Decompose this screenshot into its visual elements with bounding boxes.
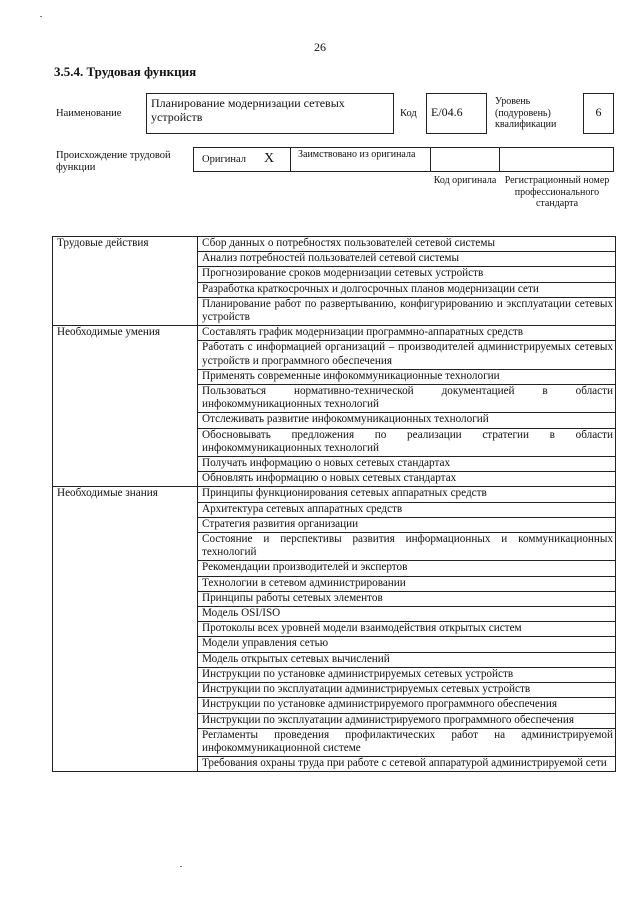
table-cell: Стратегия развития организации xyxy=(198,517,616,532)
page-number: 26 xyxy=(314,40,326,54)
table-cell: Пользоваться нормативно-технической документацией в области инфокоммуникационных технологий xyxy=(198,385,616,413)
code-label: Код xyxy=(400,108,417,119)
section-title: 3.5.4. Трудовая функция xyxy=(54,64,197,79)
reg-number-cell xyxy=(499,147,614,172)
table-cell: Протоколы всех уровней модели взаимодействия открытых систем xyxy=(198,622,616,637)
level-label: Уровень (подуровень) квалификации xyxy=(495,96,557,130)
code-value-box xyxy=(426,93,487,134)
table-cell: Регламенты проведения профилактических работ на администрируемой инфокоммуникационной системе xyxy=(198,728,616,756)
table-cell: Работать с информацией организаций – производителей администрируемых сетевых устройств и программного обеспечения xyxy=(198,341,616,369)
name-label: Наименование xyxy=(56,108,122,119)
scan-mark xyxy=(40,16,42,17)
table-cell: Технологии в сетевом администрировании xyxy=(198,576,616,591)
table-cell: Применять современные инфокоммуникационные технологии xyxy=(198,369,616,384)
table-cell: Анализ потребностей пользователей сетевой системы xyxy=(198,252,616,267)
table-cell: Обновлять информацию о новых сетевых стандартах xyxy=(198,472,616,487)
table-cell: Модель OSI/ISO xyxy=(198,607,616,622)
reg-caption: Регистрационный номер профессионального стандарта xyxy=(504,175,610,209)
name-value: Планирование модернизации сетевых устройств xyxy=(151,96,345,124)
table-cell: Обосновывать предложения по реализации стратегии в области инфокоммуникационных технологий xyxy=(198,428,616,456)
borrowed-cell xyxy=(290,147,431,172)
code-caption: Код оригинала xyxy=(433,175,497,186)
table-cell: Инструкции по эксплуатации администрируемого программного обеспечения xyxy=(198,713,616,728)
table-cell: Принципы функционирования сетевых аппаратных средств xyxy=(198,487,616,502)
borrowed-label: Заимствовано из оригинала xyxy=(298,149,416,160)
code-value: E/04.6 xyxy=(431,105,463,119)
table-row xyxy=(53,237,616,252)
table-cell: Модели управления сетью xyxy=(198,637,616,652)
table-cell: Состояние и перспективы развития информационных и коммуникационных технологий xyxy=(198,533,616,561)
table-cell: Разработка краткосрочных и долгосрочных планов модернизации сети xyxy=(198,282,616,297)
original-cell xyxy=(193,147,291,172)
level-value-box xyxy=(583,93,614,134)
original-label: Оригинал xyxy=(202,154,246,165)
table-cell: Архитектура сетевых аппаратных средств xyxy=(198,502,616,517)
table-cell: Модель открытых сетевых вычислений xyxy=(198,652,616,667)
table-cell: Сбор данных о потребностях пользователей сетевой системы xyxy=(198,237,616,252)
table-row xyxy=(53,487,616,502)
table-cell: Инструкции по установке администрируемых сетевых устройств xyxy=(198,667,616,682)
category-cell: Трудовые действия xyxy=(53,237,198,326)
table-cell: Принципы работы сетевых элементов xyxy=(198,591,616,606)
work-function-table xyxy=(52,236,616,772)
table-row xyxy=(53,326,616,341)
category-cell: Необходимые умения xyxy=(53,326,198,487)
table-cell: Составлять график модернизации программно-аппаратных средств xyxy=(198,326,616,341)
original-code-cell xyxy=(430,147,500,172)
table-cell: Инструкции по установке администрируемого программного обеспечения xyxy=(198,698,616,713)
table-cell: Рекомендации производителей и экспертов xyxy=(198,561,616,576)
name-value-box xyxy=(146,93,394,134)
original-mark: X xyxy=(264,151,275,166)
table-cell: Получать информацию о новых сетевых стандартах xyxy=(198,457,616,472)
table-cell: Инструкции по эксплуатации администрируемых сетевых устройств xyxy=(198,683,616,698)
scan-mark xyxy=(180,866,182,867)
table-cell: Планирование работ по развертыванию, конфигурированию и эксплуатации сетевых устройств xyxy=(198,297,616,325)
table-cell: Требования охраны труда при работе с сетевой аппаратурой администрируемой сети xyxy=(198,757,616,772)
origin-label: Происхождение трудовой функции xyxy=(56,150,171,173)
level-value: 6 xyxy=(595,105,602,119)
table-cell: Прогнозирование сроков модернизации сетевых устройств xyxy=(198,267,616,282)
table-cell: Отслеживать развитие инфокоммуникационных технологий xyxy=(198,413,616,428)
category-cell: Необходимые знания xyxy=(53,487,198,772)
